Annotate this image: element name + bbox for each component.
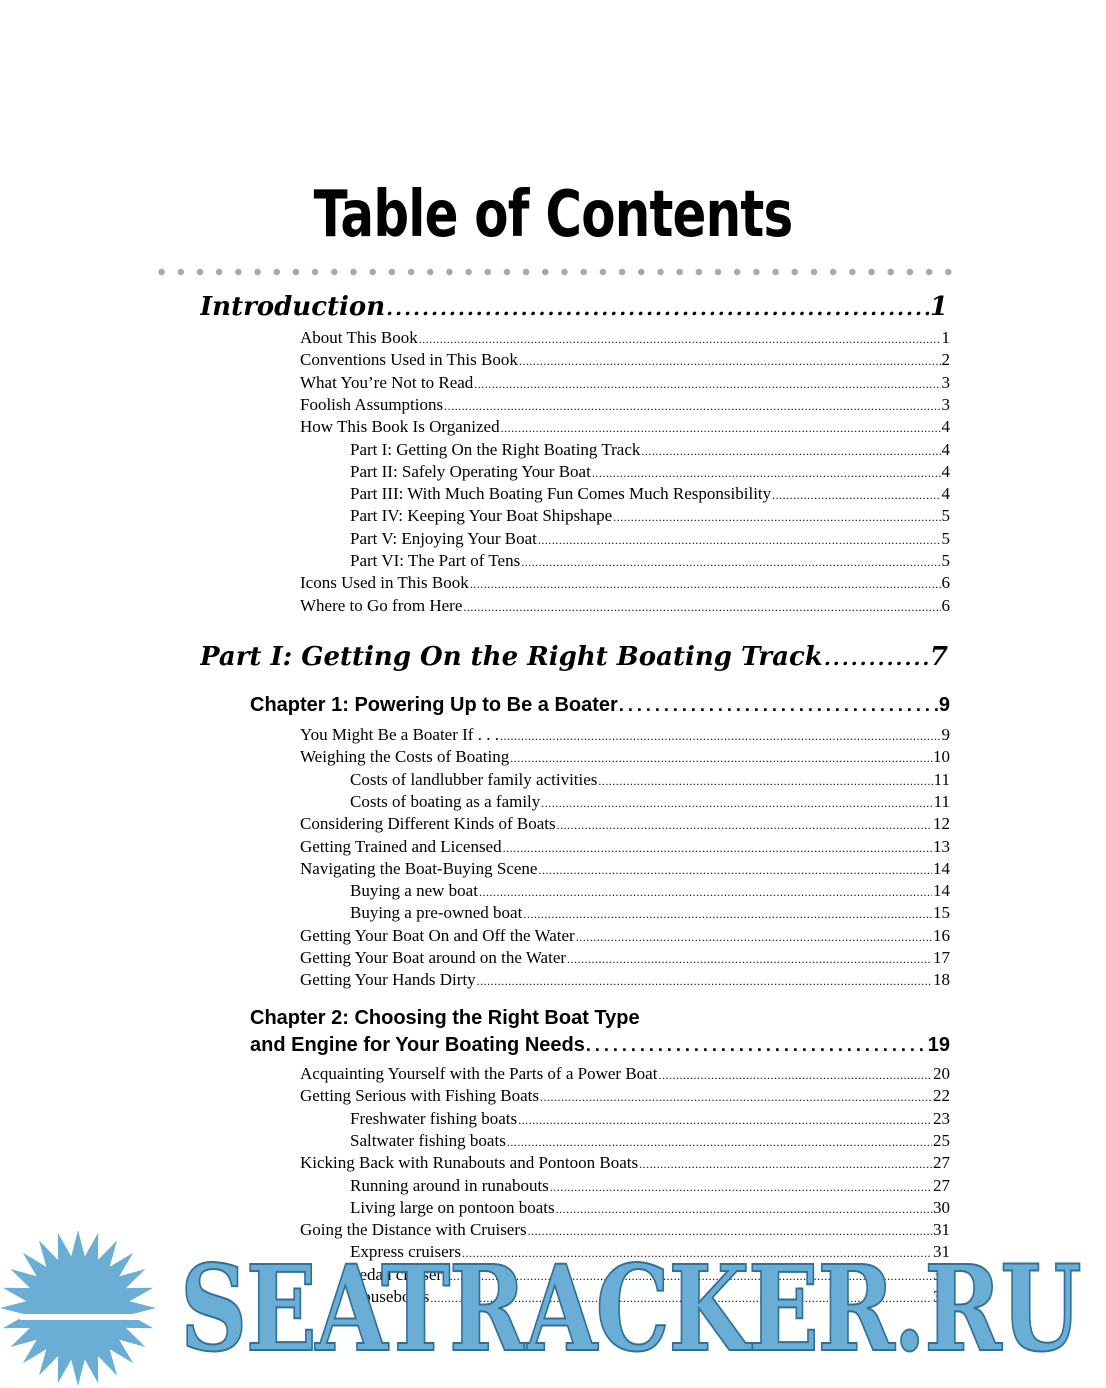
toc-entry[interactable]	[300, 725, 950, 747]
dot-leader	[538, 859, 932, 879]
toc-entry[interactable]	[300, 1064, 950, 1086]
toc-chapter-2[interactable]	[250, 1034, 950, 1060]
entry-page: 3	[941, 372, 950, 392]
entry-label: Foolish Assumptions	[300, 394, 444, 414]
dot-leader	[444, 395, 940, 415]
toc-entry[interactable]	[300, 417, 950, 439]
entry-label: Freshwater fishing boats	[350, 1108, 518, 1128]
page-title: Table of Contents	[313, 178, 793, 252]
chapter-1-title: Chapter 1: Powering Up to Be a Boater	[250, 694, 618, 716]
entry-page: 16	[933, 925, 950, 945]
chapter-2-title-line-1[interactable]: Chapter 2: Choosing the Right Boat Type	[250, 1007, 640, 1029]
entry-page: 3	[941, 394, 950, 414]
entry-page: 5	[941, 551, 950, 570]
entry-page: 17	[933, 948, 950, 967]
part-1-page: 7	[929, 642, 948, 672]
entry-label: Buying a new boat	[350, 881, 478, 901]
dot-leader	[419, 328, 941, 348]
dot-leader	[386, 292, 929, 322]
dot-leader	[521, 551, 940, 571]
dot-leader	[598, 770, 932, 790]
dot-leader	[538, 529, 941, 549]
toc-entry[interactable]	[350, 1109, 950, 1131]
chapter-2-title-line-2: and Engine for Your Boating Needs	[250, 1034, 585, 1056]
watermark-text: SEATRACKER.RU	[180, 1239, 1081, 1378]
toc-entry[interactable]	[300, 926, 950, 948]
entry-label: Kicking Back with Runabouts and Pontoon Boats	[300, 1153, 639, 1173]
dot-leader	[556, 1198, 932, 1218]
dot-leader	[658, 1064, 932, 1084]
entry-label: Costs of boating as a family	[350, 791, 541, 811]
toc-entry[interactable]	[300, 837, 950, 859]
entry-label: Part II: Safely Operating Your Boat	[350, 461, 591, 481]
dot-leader	[500, 725, 941, 745]
entry-page: 27	[933, 1175, 950, 1195]
entry-page: 10	[933, 747, 950, 767]
dot-leader	[470, 573, 941, 593]
dot-leader	[503, 837, 932, 857]
toc-chapter-1[interactable]	[250, 694, 950, 720]
toc-entry[interactable]	[350, 551, 950, 573]
toc-entry[interactable]	[300, 573, 950, 595]
toc-entry[interactable]	[350, 1131, 950, 1153]
dot-leader	[613, 506, 940, 526]
entry-label: Getting Your Hands Dirty	[300, 970, 476, 990]
entry-label: Express cruisers	[350, 1242, 461, 1262]
entry-page: 22	[933, 1086, 950, 1106]
toc-entry[interactable]	[350, 1176, 950, 1198]
toc-entry[interactable]	[350, 462, 950, 484]
entry-page: 4	[941, 461, 950, 481]
entry-page: 9	[941, 725, 950, 744]
entry-page: 4	[941, 484, 950, 504]
chapter-1-page: 9	[938, 694, 950, 716]
entry-page: 27	[933, 1153, 950, 1173]
entry-page: 4	[941, 439, 950, 459]
sun-icon	[0, 1230, 156, 1386]
entry-page: 14	[933, 881, 950, 901]
dot-leader	[540, 1086, 932, 1106]
dot-leader	[479, 881, 932, 901]
entry-label: Costs of landlubber family activities	[350, 769, 598, 789]
toc-entry[interactable]	[300, 596, 950, 618]
dot-leader	[523, 903, 932, 923]
toc-entry[interactable]	[300, 1153, 950, 1175]
entry-page: 4	[941, 417, 950, 437]
entry-label: Living large on pontoon boats	[350, 1197, 555, 1217]
entry-label: Getting Serious with Fishing Boats	[300, 1086, 539, 1106]
entry-page: 11	[933, 769, 950, 789]
toc-entry[interactable]	[300, 970, 950, 992]
toc-entry[interactable]	[300, 1086, 950, 1108]
toc-entry[interactable]	[350, 1198, 950, 1220]
entry-page: 12	[933, 814, 950, 834]
toc-entry[interactable]	[300, 350, 950, 372]
entry-label: Icons Used in This Book	[300, 573, 469, 593]
dot-leader	[518, 1109, 932, 1129]
entry-label: Going the Distance with Cruisers	[300, 1220, 527, 1240]
entry-page: 6	[941, 573, 950, 593]
entry-label: What You’re Not to Read	[300, 372, 474, 392]
entry-label: Part IV: Keeping Your Boat Shipshape	[350, 506, 613, 526]
entry-label: How This Book Is Organized	[300, 417, 500, 437]
dot-leader	[641, 440, 940, 460]
entry-page: 11	[933, 791, 950, 811]
dot-leader	[477, 970, 932, 990]
toc-entry[interactable]	[350, 881, 950, 903]
entry-page: 2	[941, 350, 950, 370]
dot-leader	[567, 948, 932, 968]
entry-page: 14	[933, 858, 950, 878]
dot-leader	[824, 642, 929, 672]
toc-entry[interactable]	[300, 747, 950, 769]
entry-label: Part VI: The Part of Tens	[350, 551, 521, 570]
entry-label: Buying a pre-owned boat	[350, 903, 523, 923]
entry-label: Weighing the Costs of Boating	[300, 747, 510, 767]
entry-page: 23	[933, 1108, 950, 1128]
chapter-2-page: 19	[927, 1034, 950, 1056]
entry-page: 5	[941, 528, 950, 548]
entry-page: 25	[933, 1130, 950, 1150]
toc-part-1[interactable]	[200, 642, 948, 678]
entry-page: 15	[933, 903, 950, 923]
toc-introduction[interactable]	[200, 292, 948, 328]
entry-page: 32	[933, 1287, 950, 1306]
entry-label: Considering Different Kinds of Boats	[300, 814, 556, 834]
dot-leader	[474, 373, 940, 393]
dot-leader	[592, 462, 941, 482]
dot-leader	[507, 1131, 932, 1151]
toc-entry[interactable]	[350, 529, 950, 551]
entry-label: Saltwater fishing boats	[350, 1130, 506, 1150]
entry-label: Getting Your Boat around on the Water	[300, 948, 567, 967]
entry-label: Houseboats	[350, 1287, 430, 1306]
toc-entry[interactable]	[350, 770, 950, 792]
toc-entry[interactable]	[300, 373, 950, 395]
toc-entry[interactable]	[300, 395, 950, 417]
entry-label: Acquainting Yourself with the Parts of a Power Boat	[300, 1064, 658, 1083]
dotted-divider	[152, 268, 958, 276]
toc-entry[interactable]	[350, 440, 950, 462]
entry-page: 31	[933, 1242, 950, 1262]
toc-entry[interactable]	[350, 792, 950, 814]
entry-label: Part III: With Much Boating Fun Comes Much Responsibility	[350, 484, 772, 504]
entry-page: 18	[933, 970, 950, 990]
entry-label: Conventions Used in This Book	[300, 350, 518, 370]
entry-label: Part V: Enjoying Your Boat	[350, 528, 537, 548]
dot-leader	[463, 596, 940, 616]
entry-label: Getting Trained and Licensed	[300, 836, 502, 856]
entry-label: Getting Your Boat On and Off the Water	[300, 925, 575, 945]
entry-page: 31	[933, 1264, 950, 1284]
entry-page: 13	[933, 836, 950, 856]
toc-entry[interactable]	[350, 484, 950, 506]
toc-entry[interactable]	[300, 948, 950, 970]
toc-entry[interactable]	[350, 903, 950, 925]
dot-leader	[541, 792, 932, 812]
dot-leader	[619, 694, 938, 717]
entry-page: 1	[941, 328, 950, 347]
dot-leader	[501, 417, 941, 437]
watermark-logo	[0, 1228, 1106, 1388]
entry-label: Part I: Getting On the Right Boating Track	[350, 439, 641, 459]
dot-leader	[550, 1176, 932, 1196]
introduction-page: 1	[929, 292, 948, 322]
entry-page: 20	[933, 1064, 950, 1083]
dot-leader	[576, 926, 932, 946]
entry-page: 31	[933, 1220, 950, 1240]
toc-entry[interactable]	[350, 506, 950, 528]
entry-label: About This Book	[300, 328, 418, 347]
entry-label: Running around in runabouts	[350, 1175, 549, 1195]
introduction-title: Introduction	[200, 292, 386, 322]
dot-leader	[639, 1153, 932, 1173]
part-1-title: Part I: Getting On the Right Boating Track	[200, 642, 823, 672]
entry-label: Navigating the Boat-Buying Scene	[300, 858, 538, 878]
entry-label: Where to Go from Here	[300, 595, 463, 615]
entry-page: 5	[941, 506, 950, 526]
dot-leader	[586, 1034, 927, 1057]
entry-page: 6	[941, 595, 950, 615]
toc-entry[interactable]	[300, 859, 950, 881]
dot-leader	[510, 747, 932, 767]
entry-label: You Might Be a Boater If . . .	[300, 725, 499, 744]
toc-entry[interactable]	[300, 814, 950, 836]
dot-leader	[557, 814, 932, 834]
dot-leader	[772, 484, 940, 504]
dot-leader	[519, 350, 941, 370]
entry-label: Sedan cruisers	[350, 1264, 449, 1284]
entry-page: 30	[933, 1197, 950, 1217]
toc-entry[interactable]	[300, 328, 950, 350]
